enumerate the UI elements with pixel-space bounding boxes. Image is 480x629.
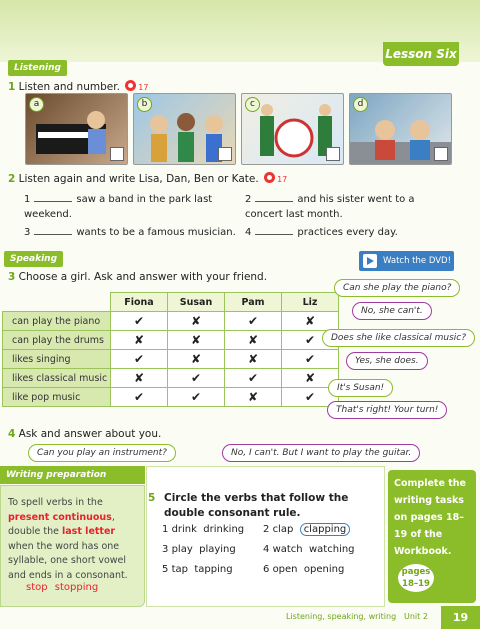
answer-box[interactable] <box>218 147 232 161</box>
table-cell: ✘ <box>225 388 282 407</box>
table-row <box>3 350 339 369</box>
speech-bubble: It's Susan! <box>328 379 393 397</box>
photo-d-car <box>349 93 452 165</box>
item-text: wants to be a famous musician. <box>76 227 236 238</box>
verb-pair[interactable] <box>162 544 236 555</box>
badge-label: pages <box>401 567 431 577</box>
table-cell: ✔ <box>282 388 339 407</box>
abilities-table <box>2 292 339 407</box>
table-cell: ✘ <box>168 350 225 369</box>
exercise-number: 1 <box>8 81 16 93</box>
rule-text: To spell verbs in the <box>8 497 103 508</box>
photo-c-band <box>241 93 344 165</box>
spelling-rule <box>8 496 142 583</box>
item-text: practices every day. <box>297 227 398 238</box>
answer-blank[interactable] <box>255 234 293 235</box>
exercise-number: 2 <box>8 173 16 185</box>
exercise-number: 5 <box>148 492 156 504</box>
column-header: Liz <box>282 293 339 312</box>
exercise-3 <box>8 271 267 283</box>
table-row <box>3 369 339 388</box>
verb-ing: opening <box>303 564 345 575</box>
photo-letter: a <box>29 97 44 112</box>
speech-bubble: No, I can't. But I want to play the guitar. <box>222 444 420 462</box>
table-cell: ✔ <box>111 350 168 369</box>
dvd-label: Watch the DVD! <box>383 256 451 266</box>
table-cell: ✔ <box>225 312 282 331</box>
verb-ing: drinking <box>203 524 245 535</box>
verb-base: play <box>171 544 193 555</box>
answer-blank[interactable] <box>255 201 293 202</box>
answer-box[interactable] <box>434 147 448 161</box>
table-cell: ✔ <box>111 312 168 331</box>
item-number: 2 <box>245 194 252 205</box>
section-label-writing: Writing preparation <box>0 466 145 484</box>
pair-number: 6 <box>263 564 270 575</box>
speech-bubble: Yes, she does. <box>346 352 428 370</box>
table-corner <box>3 293 111 312</box>
table-cell: ✔ <box>168 369 225 388</box>
verb-pair[interactable] <box>263 564 344 575</box>
verb-base: tap <box>171 564 188 575</box>
section-label-listening: Listening <box>8 60 67 76</box>
item-number: 3 <box>24 227 31 238</box>
footer-unit: Unit 2 <box>404 612 428 621</box>
workbook-box: Complete the writing tasks on pages 18–19 of the Workbook. <box>388 470 476 603</box>
exercise-instruction: Listen again and write Lisa, Dan, Ben or Kate. <box>18 173 259 185</box>
rule-text: when the word has one syllable, one short vowel and ends in a consonant. <box>8 540 128 581</box>
table-row <box>3 312 339 331</box>
table-cell: ✔ <box>282 350 339 369</box>
speech-bubble: No, she can't. <box>352 302 432 320</box>
row-label: can play the piano <box>3 312 111 331</box>
answer-blank[interactable] <box>34 201 72 202</box>
rule-text: , double the <box>8 511 115 537</box>
pair-number: 5 <box>162 564 169 575</box>
exercise-4 <box>8 428 161 440</box>
row-label: can play the drums <box>3 331 111 350</box>
answer-box[interactable] <box>326 147 340 161</box>
table-cell: ✔ <box>168 388 225 407</box>
column-header: Pam <box>225 293 282 312</box>
section-label-speaking: Speaking <box>4 251 63 267</box>
example-base: stop <box>26 582 48 593</box>
item-2 <box>245 192 455 222</box>
table-cell: ✘ <box>282 312 339 331</box>
rule-example <box>26 582 98 593</box>
pair-number: 3 <box>162 544 169 555</box>
example-ing: stopping <box>54 582 99 593</box>
exercise-number: 3 <box>8 271 16 283</box>
play-icon <box>363 254 377 268</box>
speech-bubble: That's right! Your turn! <box>327 401 447 419</box>
item-number: 4 <box>245 227 252 238</box>
verb-pair[interactable] <box>162 564 233 575</box>
item-4 <box>245 227 398 238</box>
row-label: likes classical music <box>3 369 111 388</box>
speech-bubble: Can she play the piano? <box>334 279 460 297</box>
verb-ing-circled: clapping <box>300 523 351 536</box>
exercise-instruction: Ask and answer about you. <box>18 428 162 440</box>
audio-cd-icon[interactable] <box>125 80 136 91</box>
item-text: saw a band in the park last weekend. <box>24 194 213 220</box>
photo-letter: c <box>245 97 260 112</box>
table-cell: ✔ <box>282 331 339 350</box>
photo-letter: d <box>353 97 368 112</box>
exercise-number: 4 <box>8 428 16 440</box>
verb-base: drink <box>171 524 197 535</box>
item-text: and his sister went to a concert last month. <box>245 194 415 220</box>
verb-base: watch <box>272 544 303 555</box>
exercise-1 <box>8 80 148 93</box>
item-number: 1 <box>24 194 31 205</box>
column-header: Fiona <box>111 293 168 312</box>
verb-ing: playing <box>199 544 236 555</box>
page-number: 19 <box>441 606 480 629</box>
column-header: Susan <box>168 293 225 312</box>
photo-a-piano <box>25 93 128 165</box>
row-label: like pop music <box>3 388 111 407</box>
verb-base: open <box>272 564 298 575</box>
lesson-title: Lesson Six <box>383 42 459 66</box>
answer-blank[interactable] <box>34 234 72 235</box>
table-row <box>3 388 339 407</box>
track-number: 17 <box>138 83 149 92</box>
watch-dvd-button[interactable] <box>359 251 454 271</box>
rule-highlight: last letter <box>62 526 116 537</box>
table-cell: ✘ <box>282 369 339 388</box>
exercise-2 <box>8 172 287 185</box>
audio-cd-icon[interactable] <box>264 172 275 183</box>
verb-pair[interactable] <box>263 524 350 535</box>
exercise-instruction: Listen and number. <box>18 81 120 93</box>
verb-ing: watching <box>309 544 355 555</box>
verb-pair[interactable] <box>263 544 355 555</box>
pages-badge <box>398 564 434 592</box>
table-cell: ✘ <box>225 350 282 369</box>
exercise-5-box <box>146 466 385 607</box>
badge-pages: 18–19 <box>402 579 430 589</box>
exercise-5 <box>146 491 371 521</box>
photo-letter: b <box>137 97 152 112</box>
speech-bubble: Does she like classical music? <box>322 329 475 347</box>
photo-b-flutes <box>133 93 236 165</box>
footer-section: Listening, speaking, writing <box>286 612 397 621</box>
row-label: likes singing <box>3 350 111 369</box>
exercise-instruction: Choose a girl. Ask and answer with your friend. <box>18 271 268 283</box>
rule-highlight: present continuous <box>8 511 112 523</box>
pair-number: 2 <box>263 524 270 535</box>
table-cell: ✘ <box>168 312 225 331</box>
pair-number: 1 <box>162 524 169 535</box>
table-header-row <box>3 293 339 312</box>
table-cell: ✘ <box>168 331 225 350</box>
speech-bubble: Can you play an instrument? <box>28 444 176 462</box>
verb-base: clap <box>272 524 294 535</box>
table-row <box>3 331 339 350</box>
verb-pair[interactable] <box>162 524 244 535</box>
track-number: 17 <box>277 175 288 184</box>
table-cell: ✘ <box>225 331 282 350</box>
item-3 <box>24 227 236 238</box>
item-1 <box>24 192 229 222</box>
answer-box[interactable] <box>110 147 124 161</box>
table-cell: ✘ <box>111 369 168 388</box>
table-cell: ✘ <box>111 331 168 350</box>
verb-ing: tapping <box>194 564 233 575</box>
pair-number: 4 <box>263 544 270 555</box>
table-cell: ✔ <box>225 369 282 388</box>
exercise-instruction: Circle the verbs that follow the double consonant rule. <box>164 492 349 519</box>
table-cell: ✔ <box>111 388 168 407</box>
